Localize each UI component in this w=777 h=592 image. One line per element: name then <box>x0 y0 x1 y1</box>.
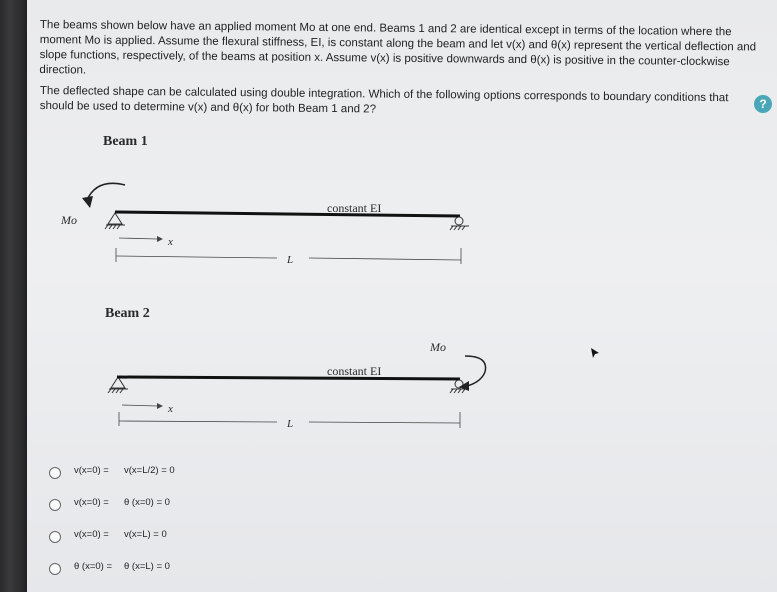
option-left-text: θ (x=0) = <box>74 561 113 572</box>
question-paragraph-1: The beams shown below have an applied moment Mo at one end. Beams 1 and 2 are identical except in terms of the location where the moment Mo is applied. Assume the flexural stiffness, EI, is constant along the beam and let v(x) and θ(x) represent the vertical deflection and slope functions, respectively, of the beams at position x. Assume v(x) is positive downwards and θ(x) is positive in the counter-clockwise direction. <box>39 18 757 77</box>
question-page <box>27 0 777 592</box>
beam1-pin-support <box>105 213 125 229</box>
beam2-dim-line-right <box>309 422 460 423</box>
beam2-x-label: x <box>168 403 173 415</box>
beam1-moment-arrow <box>87 183 125 200</box>
beam2-x-arrowhead <box>157 403 163 409</box>
beam2-ei-label: constant EI <box>327 364 382 378</box>
option-right-text: θ (x=L) = 0 <box>124 561 170 572</box>
radio-button[interactable] <box>49 563 61 575</box>
question-paragraph-2: The deflected shape can be calculated using double integration. Which of the following options corresponds to boundary conditions that should be used to determine v(x) and θ(x) for both Beam 1 and 2? <box>39 84 729 116</box>
beam1-title: Beam 1 <box>103 134 148 149</box>
beam1-moment-arrowhead <box>82 196 93 208</box>
radio-button[interactable] <box>49 531 61 543</box>
option-left-text: v(x=0) = <box>74 497 109 508</box>
option-right-text: v(x=L) = 0 <box>124 529 167 540</box>
beam1-ei-label: constant EI <box>327 201 382 215</box>
radio-button[interactable] <box>49 499 61 511</box>
mouse-cursor-icon <box>590 347 600 359</box>
beam1-dim-line-right <box>309 258 461 260</box>
radio-button[interactable] <box>49 467 61 479</box>
beam2-x-arrow <box>122 405 157 406</box>
beam2-moment-arrow <box>465 356 486 386</box>
beam2-title: Beam 2 <box>105 306 150 321</box>
beam1-length-label: L <box>287 254 294 266</box>
option-right-text: v(x=L/2) = 0 <box>124 465 175 476</box>
beam1-roller-support <box>450 217 469 230</box>
beam1-x-arrow <box>119 238 157 239</box>
option-right-text: θ (x=0) = 0 <box>124 497 170 508</box>
beam2-pin-support <box>108 377 128 393</box>
option-left-text: v(x=0) = <box>74 465 109 476</box>
beam2-length-label: L <box>287 418 294 430</box>
beam1-dim-line-left <box>116 256 277 258</box>
beam1-x-arrowhead <box>157 236 163 242</box>
beam2-moment-label: Mo <box>430 340 446 354</box>
beam1-x-label: x <box>168 236 173 248</box>
beam2-beam <box>117 377 460 379</box>
option-left-text: v(x=0) = <box>74 529 109 540</box>
help-icon[interactable]: ? <box>754 95 772 113</box>
beam2-dim-line-left <box>119 421 277 422</box>
beam1-beam <box>115 212 460 216</box>
beam1-moment-label: Mo <box>61 213 77 227</box>
beam-diagram <box>27 120 777 440</box>
